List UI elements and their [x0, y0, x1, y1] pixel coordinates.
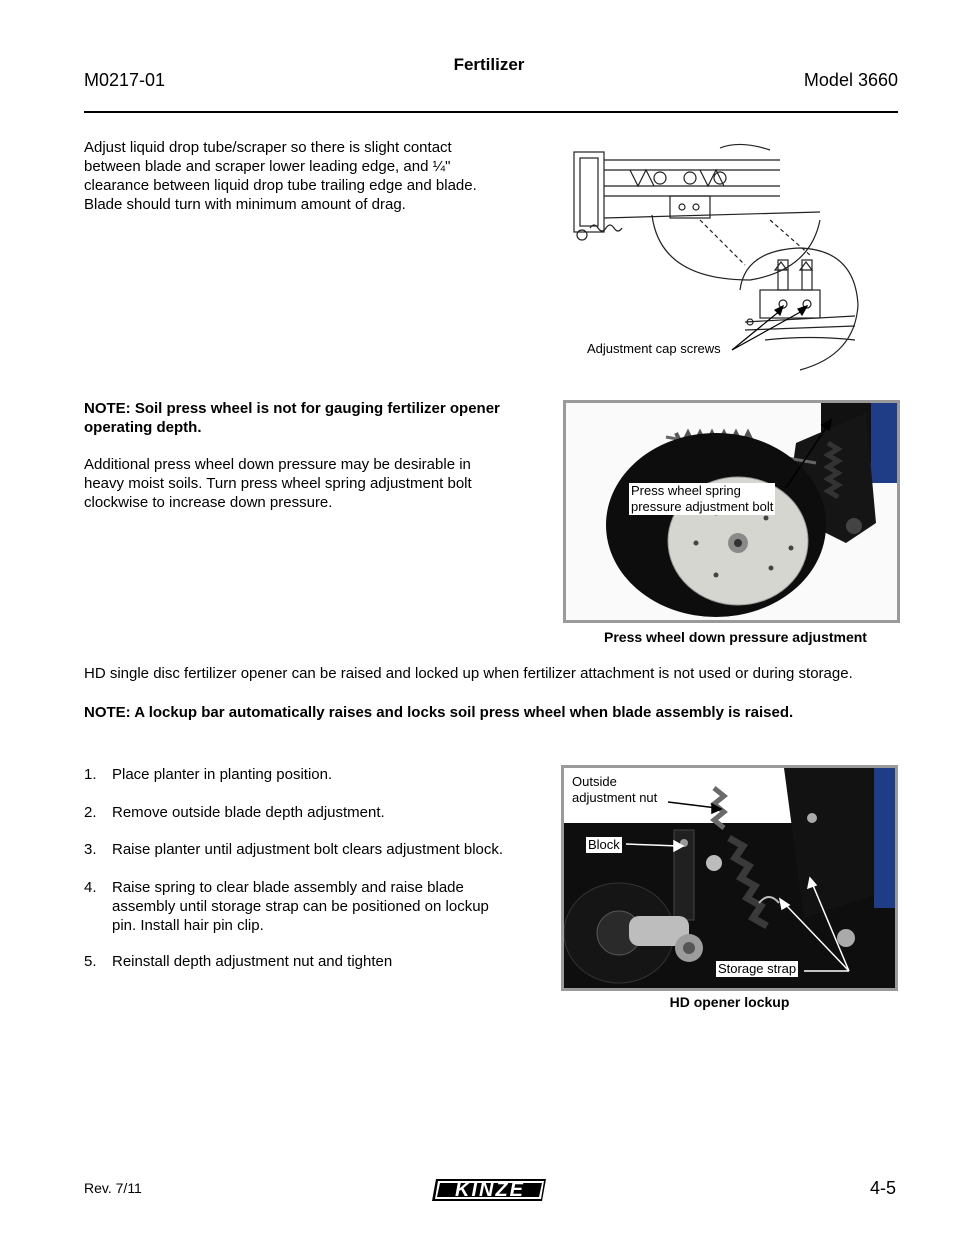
adjustment-cap-screws-label: Adjustment cap screws — [587, 341, 721, 356]
page-number: 4-5 — [869, 1178, 896, 1198]
step-number: 3. — [84, 841, 97, 858]
step-number: 1. — [84, 766, 97, 783]
press-wheel-label-line2: pressure adjustment bolt — [631, 499, 774, 514]
doc-number: M0217-01 — [84, 70, 166, 90]
kinze-logo — [430, 1175, 550, 1205]
outside-label-line2: adjustment nut — [572, 790, 658, 805]
step-text: Reinstall depth adjustment nut and tighten — [112, 953, 393, 970]
step-number: 5. — [84, 953, 97, 970]
step-text: Place planter in planting position. — [112, 766, 333, 783]
storage-strap-label: Storage strap — [718, 961, 797, 976]
press-wheel-caption: Press wheel down pressure adjustment — [604, 629, 867, 645]
step-text: Raise planter until adjustment bolt clears adjustment block. — [112, 841, 504, 858]
lockup-note: NOTE: A lockup bar automatically raises and locks soil press wheel when blade assembly is raised. — [84, 704, 794, 721]
step-text: Remove outside blade depth adjustment. — [112, 804, 385, 821]
outside-adjustment-nut-label — [572, 774, 657, 806]
drop-tube-diagram-svg — [570, 140, 862, 375]
press-wheel-note: NOTE: Soil press wheel is not for gauging fertilizer opener operating depth. — [84, 400, 500, 436]
outside-label-line1: Outside — [572, 774, 617, 789]
model-name: Model 3660 — [803, 70, 898, 90]
kinze-logo-text: KINZE — [455, 1179, 525, 1201]
step-number: 4. — [84, 879, 97, 896]
lockup-intro: HD single disc fertilizer opener can be raised and locked up when fertilizer attachment is not used or during storage. — [84, 665, 853, 682]
drop-tube-diagram — [570, 140, 862, 375]
press-wheel-label — [629, 483, 775, 515]
press-wheel-label-line1: Press wheel spring — [631, 483, 741, 498]
block-label: Block — [588, 837, 620, 852]
lockup-caption: HD opener lockup — [669, 994, 790, 1010]
step-text: Raise spring to clear blade assembly and raise blade assembly until storage strap can be positioned on lockup pin. Install hair pin clip. — [112, 879, 489, 934]
drop-tube-instructions: Adjust liquid drop tube/scraper so there is slight contact between blade and scraper lower leading edge, and ¼" clearance between liquid drop tube trailing edge and blade. Blade should turn with minimum amount of drag. — [84, 139, 477, 213]
header-rule — [84, 111, 898, 113]
section-title: Fertilizer — [453, 55, 525, 74]
revision-label: Rev. 7/11 — [84, 1180, 142, 1196]
press-wheel-instructions: Additional press wheel down pressure may be desirable in heavy moist soils. Turn press wheel spring adjustment bolt clockwise to increase down pressure. — [84, 456, 472, 511]
step-number: 2. — [84, 804, 97, 821]
